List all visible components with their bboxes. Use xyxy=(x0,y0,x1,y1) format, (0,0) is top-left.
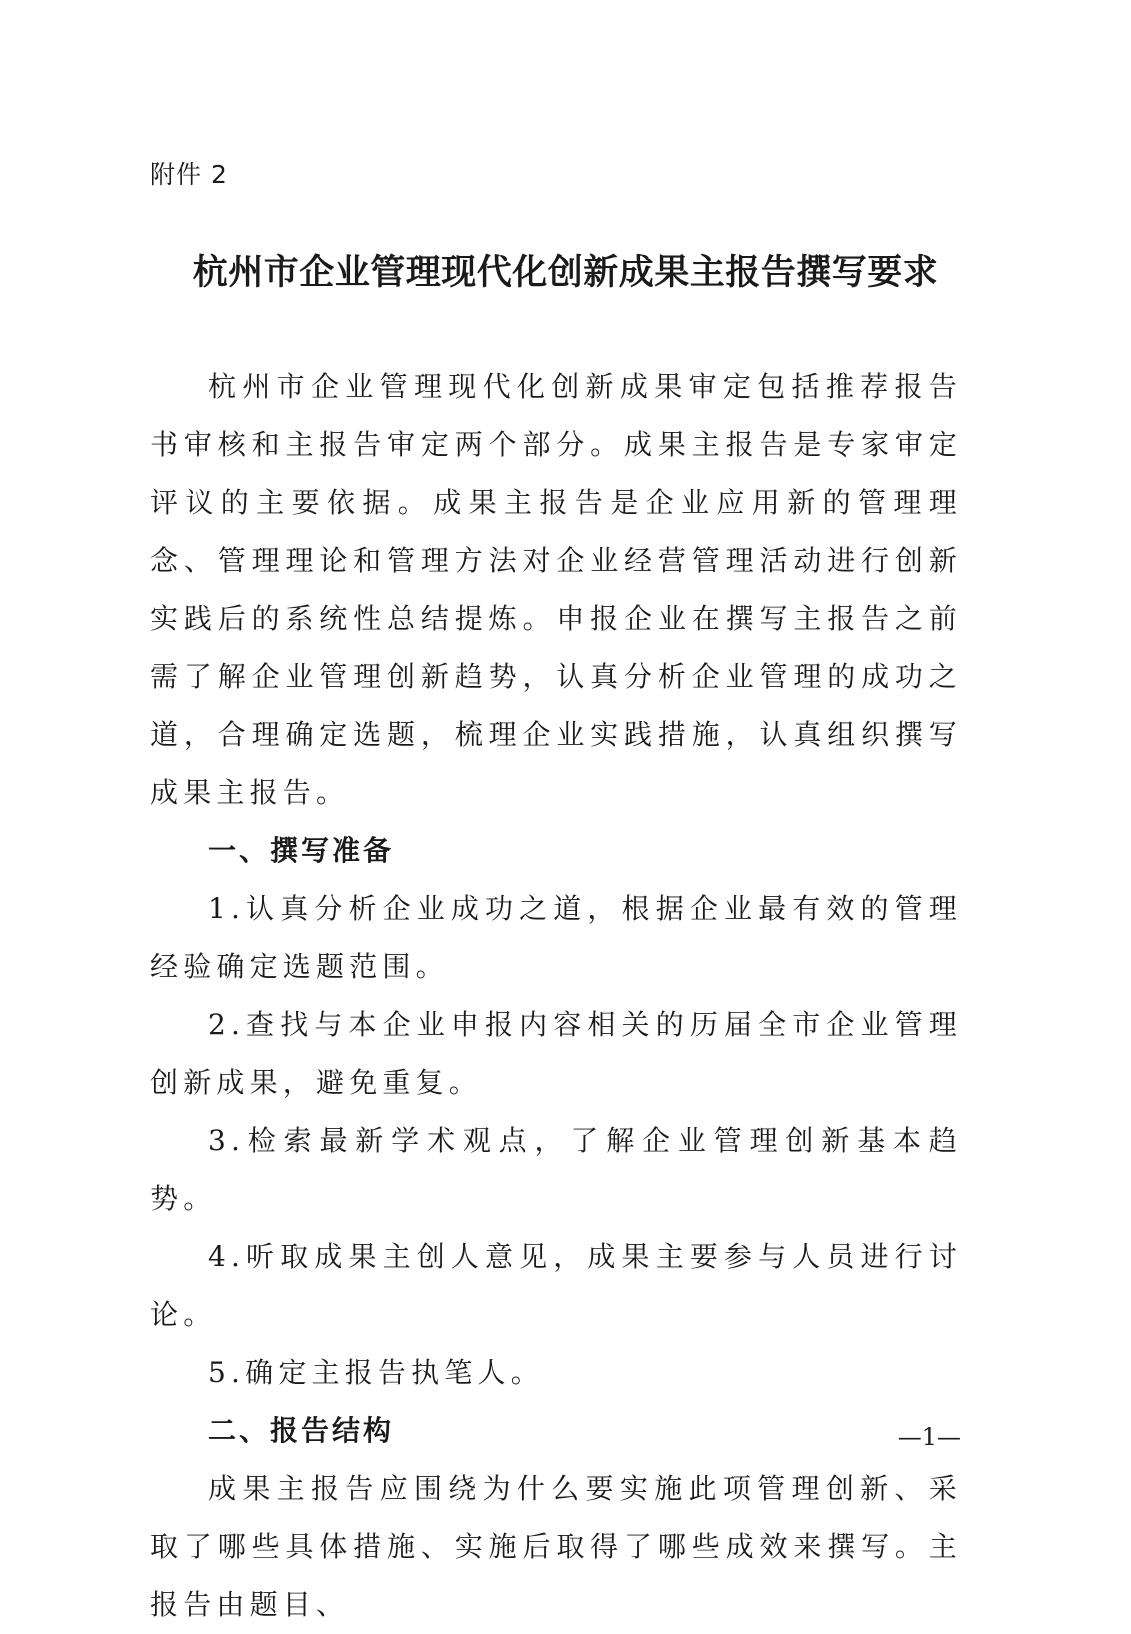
list-item: 4.听取成果主创人意见，成果主要参与人员进行讨论。 xyxy=(150,1240,962,1331)
document-title: 杭州市企业管理现代化创新成果主报告撰写要求 xyxy=(192,252,939,293)
list-item: 1.认真分析企业成功之道，根据企业最有效的管理经验确定选题范围。 xyxy=(150,892,962,983)
structure-paragraph: 成果主报告应围绕为什么要实施此项管理创新、采取了哪些具体措施、实施后取得了哪些成效来撰写。主报告由题目、 xyxy=(150,1472,962,1621)
list-item: 3.检索最新学术观点，了解企业管理创新基本趋势。 xyxy=(150,1124,962,1215)
section-heading-preparation: 一、撰写准备 xyxy=(208,834,395,867)
section-heading-structure: 二、报告结构 xyxy=(208,1414,395,1447)
list-item: 2.查找与本企业申报内容相关的历届全市企业管理创新成果，避免重复。 xyxy=(150,1008,962,1099)
list-item: 5.确定主报告执笔人。 xyxy=(208,1356,544,1389)
page-number: —1— xyxy=(897,1423,961,1451)
document-body xyxy=(150,358,962,1634)
intro-paragraph: 杭州市企业管理现代化创新成果审定包括推荐报告书审核和主报告审定两个部分。成果主报告是专家审定评议的主要依据。成果主报告是企业应用新的管理理念、管理理论和管理方法对企业经营管理活动进行创新实践后的系统性总结提炼。申报企业在撰写主报告之前需了解企业管理创新趋势，认真分析企业管理的成功之道，合理确定选题，梳理企业实践措施，认真组织撰写成果主报告。 xyxy=(150,370,962,809)
attachment-label: 附件 2 xyxy=(150,160,228,189)
